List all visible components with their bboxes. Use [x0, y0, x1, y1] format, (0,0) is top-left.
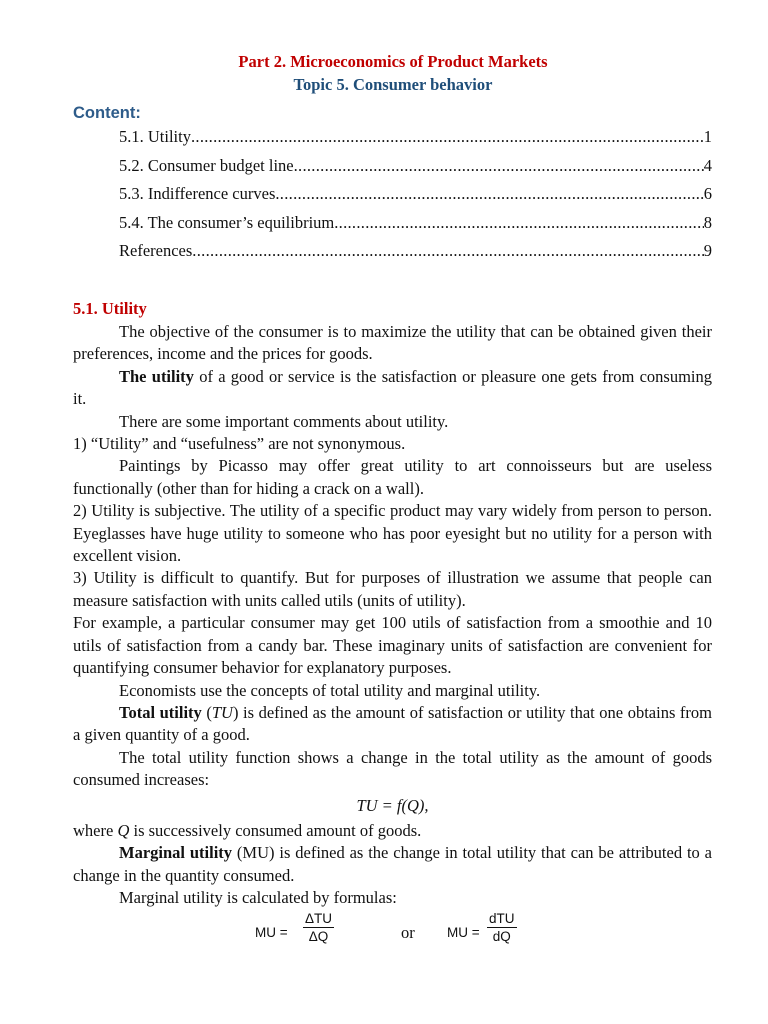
- mu-label: MU =: [255, 924, 288, 940]
- toc-leader-dots: [191, 127, 704, 147]
- toc-item-label: 5.4. The consumer’s equilibrium: [119, 212, 335, 232]
- toc-leader-dots: [275, 184, 703, 204]
- paragraph: 3) Utility is difficult to quantify. But for purposes of illustration we assume that people can measure satisfaction with units called utils (units of utility).: [73, 568, 712, 610]
- toc-leader-dots: [192, 241, 703, 261]
- paragraph-text: (: [201, 702, 212, 722]
- toc-item-label: 5.3. Indifference curves: [119, 184, 276, 204]
- toc-item-page: 6: [703, 184, 712, 204]
- toc-item-page: 1: [703, 127, 712, 146]
- paragraph-text: of a good or service is the satisfaction or pleasure one gets from consuming it.: [73, 366, 712, 409]
- paragraph: 1) “Utility” and “usefulness” are not synonymous.: [73, 434, 406, 454]
- formula-tu: TU = f(Q),: [356, 795, 429, 815]
- italic-term: Q: [117, 820, 130, 840]
- toc-item[interactable]: [119, 241, 712, 270]
- toc-item-page: 9: [703, 241, 712, 261]
- mu-label: MU =: [447, 924, 480, 940]
- paragraph: 2) Utility is subjective. The utility of a specific product may vary widely from person to person. Eyeglasses have huge utility to someone who has poor eyesight but no utility for a person with excellent vision.: [73, 501, 712, 566]
- paragraph: There are some important comments about utility.: [119, 411, 449, 431]
- fraction-numerator: dTU: [489, 910, 515, 926]
- fraction-denominator: ΔQ: [308, 928, 329, 944]
- paragraph: [73, 366, 712, 411]
- mu-formulas: [73, 910, 712, 954]
- toc-item-page: 8: [703, 212, 712, 232]
- toc-item-label: 5.2. Consumer budget line: [119, 155, 294, 175]
- toc-leader-dots: [334, 213, 704, 233]
- paragraph-text: where: [73, 820, 118, 840]
- section-heading: 5.1. Utility: [73, 299, 147, 318]
- fraction-numerator: ΔTU: [305, 910, 333, 926]
- paragraph-text: is successively consumed amount of goods.: [129, 820, 422, 840]
- paragraph: The total utility function shows a change in the total utility as the amount of goods consumed increases:: [73, 747, 712, 790]
- toc-heading: Content:: [73, 104, 141, 122]
- toc-item-label: References: [119, 241, 193, 261]
- section-body: [73, 321, 712, 954]
- or-text: or: [401, 922, 415, 942]
- fraction-derivative: [487, 910, 517, 945]
- paragraph: Economists use the concepts of total utility and marginal utility.: [119, 680, 541, 700]
- fraction-delta: [303, 910, 334, 945]
- toc-item[interactable]: [119, 156, 712, 185]
- italic-term: TU: [211, 702, 233, 722]
- topic-title: Topic 5. Consumer behavior: [293, 75, 493, 94]
- paragraph: The objective of the consumer is to maximize the utility that can be obtained given their preferences, income and the prices for goods.: [73, 322, 712, 364]
- table-of-contents: [119, 127, 712, 270]
- paragraph: For example, a particular consumer may get 100 utils of satisfaction from a smoothie and 10 utils of satisfaction from a candy bar. These imaginary units of satisfaction are convenient for quantifying consumer behavior for explanatory purposes.: [73, 613, 712, 678]
- paragraph: Paintings by Picasso may offer great utility to art connoisseurs but are useless functionally (other than for hiding a crack on a wall).: [73, 456, 712, 498]
- toc-item[interactable]: [119, 127, 712, 156]
- toc-item-page: 4: [703, 155, 712, 175]
- paragraph-text: ) is defined as the amount of satisfaction or utility that one obtains from a given quantity of a good.: [73, 702, 712, 745]
- bold-term: Total utility: [119, 702, 202, 722]
- paragraph: [73, 702, 712, 747]
- paragraph: [73, 820, 712, 842]
- fraction-denominator: dQ: [492, 928, 511, 944]
- paragraph: Marginal utility is calculated by formulas:: [119, 888, 397, 908]
- paragraph: [73, 842, 712, 887]
- toc-item[interactable]: [119, 213, 712, 242]
- toc-leader-dots: [294, 156, 704, 176]
- bold-term: Marginal utility: [119, 843, 233, 863]
- paragraph-text: (MU) is defined as the change in total utility that can be attributed to a change in the quantity consumed.: [73, 843, 712, 885]
- bold-term: The utility: [119, 366, 194, 386]
- toc-item-label: 5.1. Utility: [119, 127, 191, 146]
- part-title: Part 2. Microeconomics of Product Markets: [238, 52, 548, 71]
- toc-item[interactable]: [119, 184, 712, 213]
